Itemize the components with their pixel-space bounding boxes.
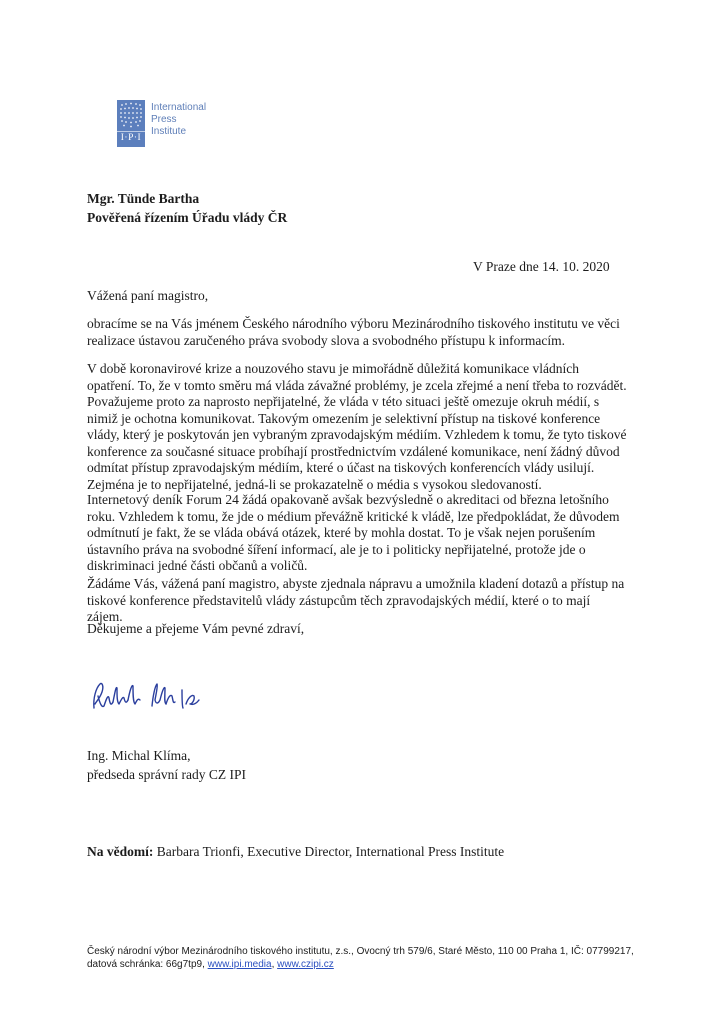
letter-date: V Praze dne 14. 10. 2020 bbox=[473, 259, 610, 274]
ipi-logo-text bbox=[151, 102, 206, 138]
signer-name: Ing. Michal Klíma, bbox=[87, 748, 191, 763]
body-paragraph-3: Internetový deník Forum 24 žádá opakovaně avšak bezvýsledně o akreditaci od března letošního roku. Vzhledem k tomu, že jde o médium převážně kritické k vládě, lze předpokládat, že důvodem odmítnutí je fakt, že se vláda obává otázek, které by mohla dostat. To je však nejen porušením ústavního práva na svobodné šíření informací, ale je to i politicky nepřijatelné, protože jde o diskriminaci jedné části občanů a voličů. bbox=[87, 492, 620, 573]
addressee-role: Pověřená řízením Úřadu vlády ČR bbox=[87, 210, 288, 225]
body-paragraph-1: obracíme se na Vás jménem Českého národního výboru Mezinárodního tiskového institutu ve věci realizace ústavou zaručeného práva svobody slova a svobodného přístupu k informacím. bbox=[87, 316, 620, 348]
logo-line-2: Press bbox=[151, 114, 177, 125]
footer-separator: , bbox=[271, 958, 278, 970]
logo-mark-text: I·P·I bbox=[120, 133, 142, 143]
cc-line bbox=[87, 844, 504, 860]
addressee-name: Mgr. Tünde Bartha bbox=[87, 191, 200, 206]
salutation: Vážená paní magistro, bbox=[87, 288, 209, 303]
footer-databox: datová schránka: 66g7tp9, bbox=[87, 958, 208, 970]
closing-line: Děkujeme a přejeme Vám pevné zdraví, bbox=[87, 621, 305, 636]
signer-title: předseda správní rady CZ IPI bbox=[87, 767, 246, 782]
footer-address: Český národní výbor Mezinárodního tiskového institutu, z.s., Ovocný trh 579/6, Staré Město, 110 00 Praha 1, IČ: 07799217, bbox=[87, 946, 634, 957]
body-paragraph-2: V době koronavirové krize a nouzového stavu je mimořádně důležitá komunikace vládních opatření. To, že v tomto směru má vláda závažné problémy, je zcela zřejmé a není třeba to rozvádět. Považujeme proto za naprosto nepřijatelné, že vláda v této situaci ještě omezuje okruh médií, s nimiž je ochotna komunikovat. Takovým omezením je selektivní přístup na tiskové konference vlády, který je poskytován jen vybraným zpravodajským médiím. Vzhledem k tomu, že tyto tiskové konference za současné situace probíhají prostřednictvím vzdálené komunikace, není žádný důvod odmítat přístup zpravodajským médiím, které o účast na tiskových konferencích vlády usilují. Zejména je to nepřijatelné, jedná-li se prokazatelně o média s vysokou sledovaností. bbox=[87, 361, 627, 492]
logo-line-3: Institute bbox=[151, 126, 187, 137]
body-paragraph-4: Žádáme Vás, vážená paní magistro, abyste zjednala nápravu a umožnila kladení dotazů a přístup na tiskové konference představitelů vlády zástupcům těch zpravodajských médií, které o to mají zájem. bbox=[87, 576, 625, 624]
ipi-media-link[interactable]: www.ipi.media bbox=[207, 958, 272, 970]
letter-footer bbox=[87, 946, 687, 971]
signer-block bbox=[87, 746, 246, 784]
cc-recipient: Barbara Trionfi, Executive Director, International Press Institute bbox=[156, 844, 505, 859]
logo-line-1: International bbox=[151, 102, 207, 113]
czipi-link[interactable]: www.czipi.cz bbox=[277, 958, 334, 970]
cc-label: Na vědomí: bbox=[87, 844, 154, 859]
footer-contacts bbox=[87, 959, 687, 972]
handwritten-signature bbox=[90, 678, 220, 723]
addressee-block bbox=[87, 189, 287, 227]
